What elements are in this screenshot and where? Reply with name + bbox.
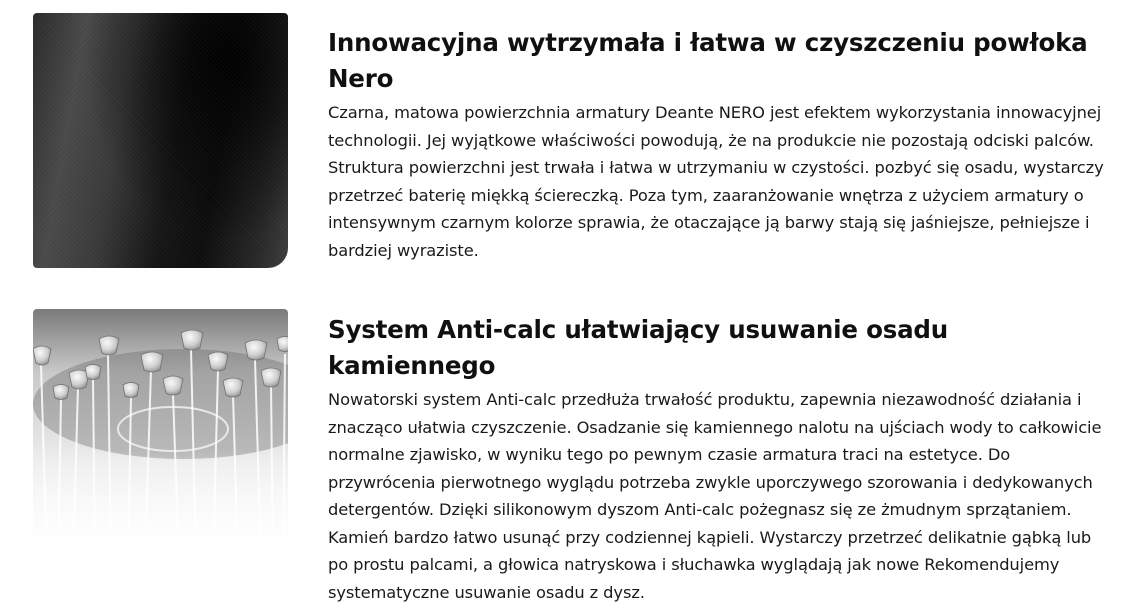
feature-text [328,25,1108,264]
feature-title: System Anti-calc ułatwiający usuwanie osadu kamiennego [328,315,949,380]
black-coating-image [33,13,288,268]
feature-description: Nowatorski system Anti-calc przedłuża trwałość produktu, zapewnia niezawodność działania i znacząco ułatwia czyszczenie. Osadzanie się kamiennego nalotu na ujściach wody to całkowicie normalne zjawisko, w wyniku tego po pewnym czasie armatura traci na estetyce. Do przywrócenia pierwotnego wyglądu potrzeba zwykle uporczywego szorowania i dedykowanych detergentów. Dzięki silikonowym dyszom Anti-calc pożegnasz się ze żmudnym sprzątaniem. Kamień bardzo łatwo usunąć przy codziennej kąpieli. Wystarczy przetrzeć delikatnie gąbką lub po prostu palcami, a głowica natryskowa i słuchawka wyglądają jak nowe Rekomendujemy systematyczne usuwanie osadu z dysz. [328,390,1102,602]
feature-title: Innowacyjna wytrzymała i łatwa w czyszczeniu powłoka Nero [328,28,1088,93]
anti-calc-nozzles-image [33,309,288,564]
surface-texture [33,13,288,268]
feature-text [328,312,1108,606]
nozzles-illustration [33,309,288,564]
feature-description: Czarna, matowa powierzchnia armatury Deante NERO jest efektem wykorzystania innowacyjnej technologii. Jej wyjątkowe właściwości powodują, że na produkcie nie pozostają odciski palców. Struktura powierzchni jest trwała i łatwa w utrzymaniu w czystości. pozbyć się osadu, wystarczy przetrzeć baterię miękką ściereczką. Poza tym, zaaranżowanie wnętrza z użyciem armatury o intensywnym czarnym kolorze sprawia, że otaczające ją barwy stają się jaśniejsze, pełniejsze i bardziej wyraziste. [328,103,1104,260]
